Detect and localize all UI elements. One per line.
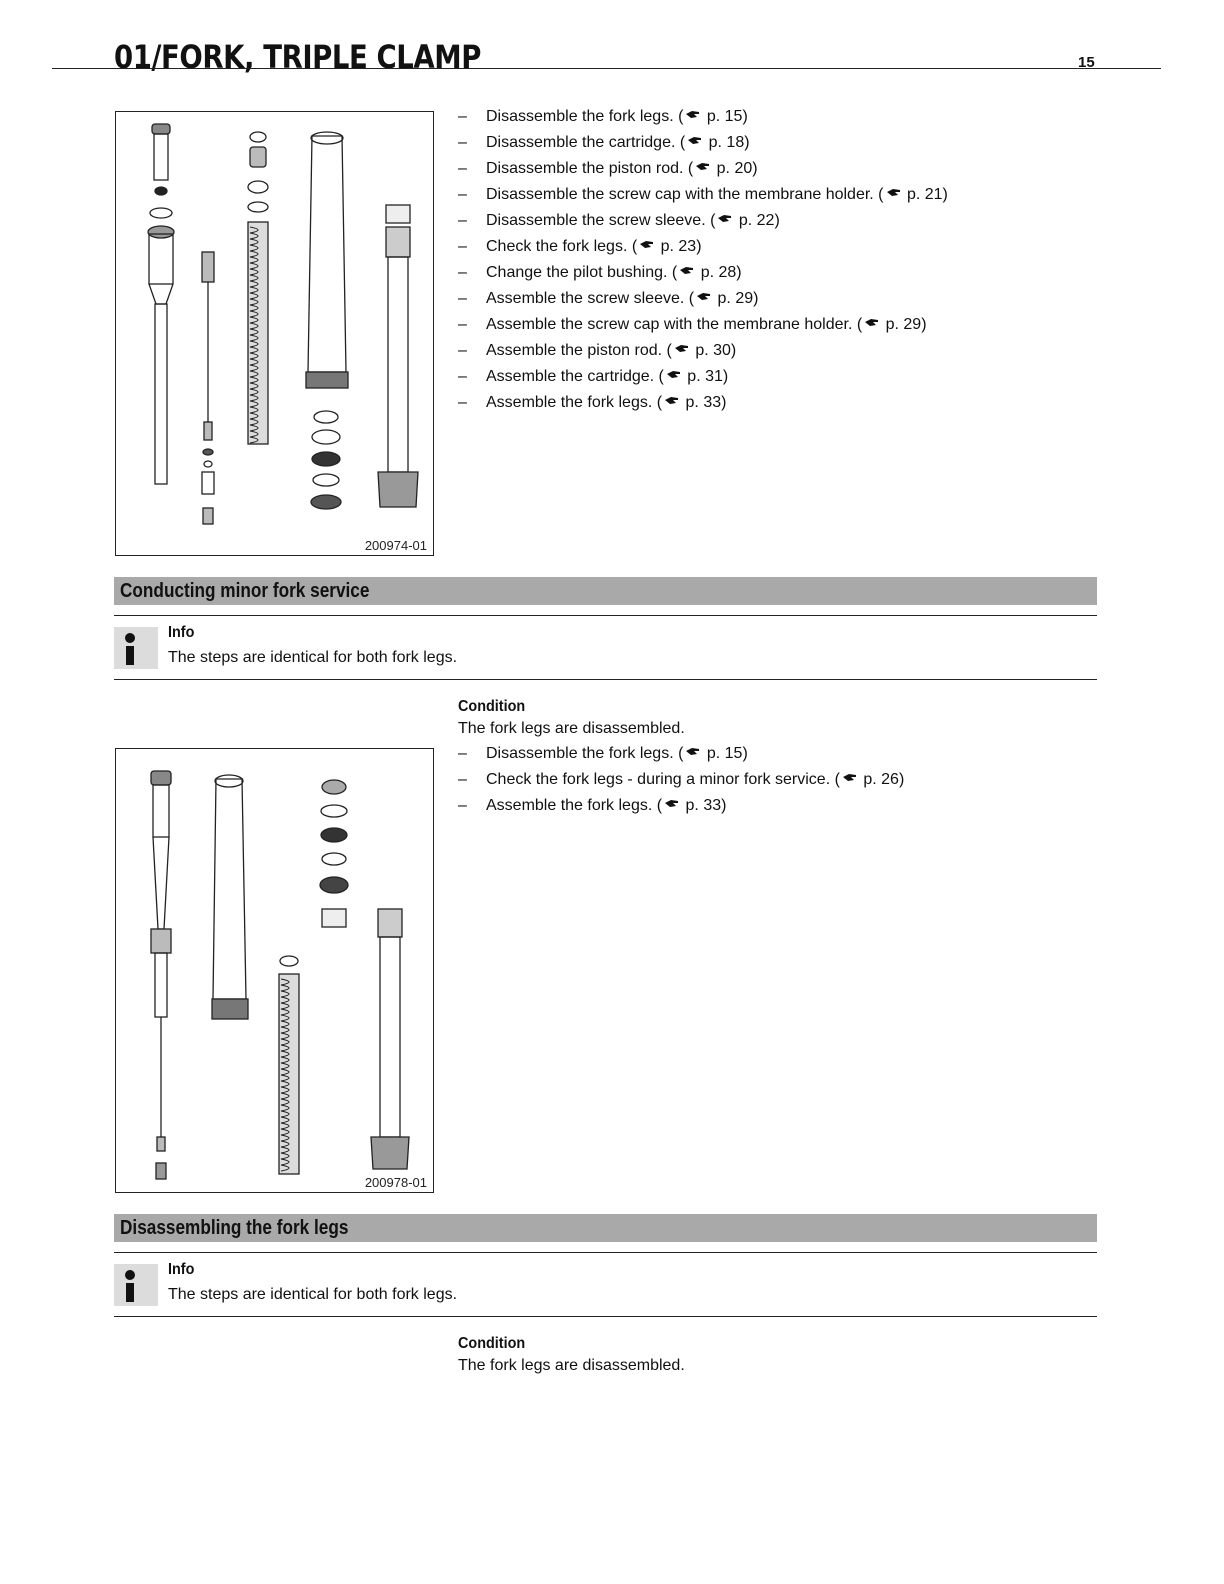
bullet-dash: – [458, 368, 467, 385]
pointing-hand-icon[interactable] [695, 162, 710, 171]
section-heading-minor-fork-service [114, 577, 1097, 605]
list-item [458, 342, 1098, 368]
pointing-hand-icon[interactable] [864, 318, 879, 327]
section-heading-disassembling-fork-legs [114, 1214, 1097, 1242]
pointing-hand-icon[interactable] [696, 292, 711, 301]
step-page-ref[interactable]: p. 33) [681, 797, 727, 814]
bullet-dash: – [458, 771, 467, 788]
list-item [458, 264, 1098, 290]
step-text: Disassemble the screw cap with the membrane holder. ( [486, 186, 884, 203]
step-text: Assemble the screw sleeve. ( [486, 290, 695, 307]
step-page-ref[interactable]: p. 22) [734, 212, 780, 229]
condition-title: Condition [458, 1335, 526, 1352]
step-text: Disassemble the piston rod. ( [486, 160, 694, 177]
list-item [458, 134, 1098, 160]
bullet-dash: – [458, 238, 467, 255]
step-page-ref[interactable]: p. 31) [682, 368, 729, 385]
procedure-steps [458, 108, 1098, 420]
info-rule-top [114, 1252, 1097, 1253]
page-number: 15 [1078, 54, 1095, 71]
pointing-hand-icon[interactable] [666, 370, 681, 379]
step-text: Disassemble the cartridge. ( [486, 134, 686, 151]
list-item [458, 394, 1098, 420]
pointing-hand-icon[interactable] [687, 136, 702, 145]
pointing-hand-icon[interactable] [679, 266, 694, 275]
bullet-dash: – [458, 316, 467, 333]
step-page-ref[interactable]: p. 15) [702, 745, 748, 762]
bullet-dash: – [458, 290, 467, 307]
step-page-ref[interactable]: p. 28) [696, 264, 742, 281]
bullet-dash: – [458, 212, 467, 229]
pointing-hand-icon[interactable] [717, 214, 732, 223]
step-text: Change the pilot bushing. ( [486, 264, 678, 281]
bullet-dash: – [458, 186, 467, 203]
pointing-hand-icon[interactable] [842, 773, 857, 782]
list-item [458, 186, 1098, 212]
figure-fork-exploded [115, 111, 434, 556]
step-text: Disassemble the fork legs. ( [486, 745, 684, 762]
pointing-hand-icon[interactable] [685, 110, 700, 119]
step-page-ref[interactable]: p. 15) [702, 108, 748, 125]
step-page-ref[interactable]: p. 29) [713, 290, 759, 307]
bullet-dash: – [458, 108, 467, 125]
info-text: The steps are identical for both fork legs. [168, 649, 458, 666]
section-title: Conducting minor fork service [120, 580, 370, 602]
minor-service-steps [458, 745, 1098, 823]
condition-text: The fork legs are disassembled. [458, 1357, 685, 1374]
list-item [458, 290, 1098, 316]
figure-label: 200974-01 [364, 538, 427, 553]
pointing-hand-icon[interactable] [664, 799, 679, 808]
list-item [458, 238, 1098, 264]
step-text: Assemble the cartridge. ( [486, 368, 664, 385]
info-rule-bottom [114, 1316, 1097, 1317]
step-page-ref[interactable]: p. 20) [712, 160, 758, 177]
header-rule [52, 68, 1161, 69]
figure-fork-minor-service [115, 748, 434, 1193]
step-text: Assemble the fork legs. ( [486, 394, 663, 411]
list-item [458, 108, 1098, 134]
condition-title: Condition [458, 698, 526, 715]
step-text: Assemble the piston rod. ( [486, 342, 672, 359]
figure-label: 200978-01 [364, 1175, 427, 1190]
pointing-hand-icon[interactable] [664, 396, 679, 405]
bullet-dash: – [458, 264, 467, 281]
info-icon [114, 1264, 158, 1306]
info-title: Info [168, 1261, 195, 1278]
bullet-dash: – [458, 745, 467, 762]
step-page-ref[interactable]: p. 33) [681, 394, 727, 411]
list-item [458, 160, 1098, 186]
bullet-dash: – [458, 797, 467, 814]
bullet-dash: – [458, 160, 467, 177]
list-item [458, 771, 1098, 797]
bullet-dash: – [458, 394, 467, 411]
info-icon [114, 627, 158, 669]
info-rule-top [114, 615, 1097, 616]
step-page-ref[interactable]: p. 18) [704, 134, 750, 151]
bullet-dash: – [458, 134, 467, 151]
list-item [458, 212, 1098, 238]
fork-minor-service-illustration [116, 749, 433, 1192]
info-text: The steps are identical for both fork legs. [168, 1286, 458, 1303]
pointing-hand-icon[interactable] [685, 747, 700, 756]
step-page-ref[interactable]: p. 21) [902, 186, 948, 203]
step-text: Disassemble the fork legs. ( [486, 108, 684, 125]
step-text: Check the fork legs - during a minor fork service. ( [486, 771, 840, 788]
list-item [458, 797, 1098, 823]
step-text: Check the fork legs. ( [486, 238, 638, 255]
step-text: Disassemble the screw sleeve. ( [486, 212, 716, 229]
step-page-ref[interactable]: p. 30) [690, 342, 737, 359]
step-text: Assemble the fork legs. ( [486, 797, 663, 814]
step-text: Assemble the screw cap with the membrane holder. ( [486, 316, 863, 333]
pointing-hand-icon[interactable] [886, 188, 901, 197]
list-item [458, 745, 1098, 771]
step-page-ref[interactable]: p. 26) [858, 771, 905, 788]
section-title: Disassembling the fork legs [120, 1217, 349, 1239]
info-title: Info [168, 624, 195, 641]
step-page-ref[interactable]: p. 29) [881, 316, 927, 333]
list-item [458, 316, 1098, 342]
bullet-dash: – [458, 342, 467, 359]
fork-exploded-illustration [116, 112, 433, 555]
step-page-ref[interactable]: p. 23) [656, 238, 702, 255]
pointing-hand-icon[interactable] [639, 240, 654, 249]
pointing-hand-icon[interactable] [674, 344, 689, 353]
info-rule-bottom [114, 679, 1097, 680]
list-item [458, 368, 1098, 394]
condition-text: The fork legs are disassembled. [458, 720, 685, 737]
page-title: 01/FORK, TRIPLE CLAMP [114, 38, 481, 76]
